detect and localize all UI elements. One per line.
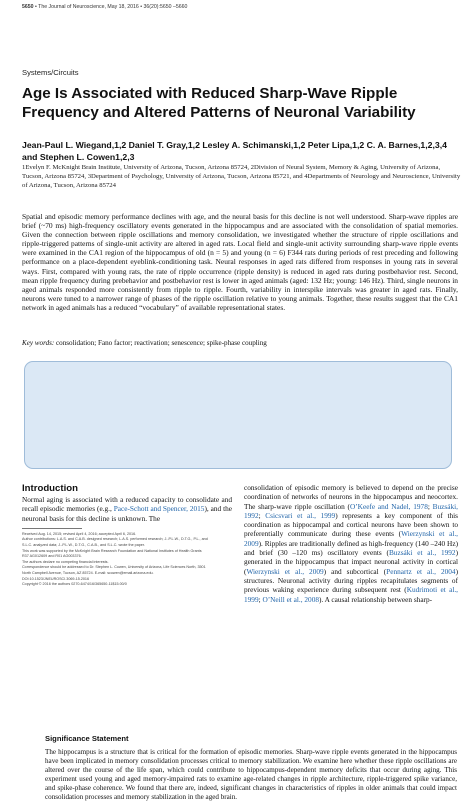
citation-link[interactable]: Buzsáki et al., 1992 bbox=[388, 548, 456, 558]
journal-volume: 36(20):5650 –5660 bbox=[143, 4, 188, 10]
section-label: Systems/Circuits bbox=[22, 68, 79, 77]
body-text-segment: ) represents a key component of this coordination as hippocampal and cortical neurons have been shown to preferentially communicate during these events ( bbox=[244, 510, 458, 539]
citation-link[interactable]: Wierzynski et al., 2009 bbox=[244, 529, 459, 548]
footnote-line: Author contributions: L.A.S. and C.A.B. designed research; L.A.S. performed research; J.-P.L.W., D.T.G., P.L., and bbox=[22, 537, 208, 542]
article-title: Age Is Associated with Reduced Sharp-Wave Ripple Frequency and Altered Patterns of Neuronal Variability bbox=[22, 85, 416, 121]
body-text-segment: consolidation of episodic memory is believed to depend on the precise coordination of networks of neurons in the hippocampus and neocortex. The sharp-wave ripple oscillation ( bbox=[244, 483, 458, 511]
article-footnotes bbox=[22, 532, 232, 588]
footnote-line: S.L.C. analyzed data; J.-P.L.W., D.T.G., C.A.B., and S.L.C. wrote the paper. bbox=[22, 543, 145, 548]
body-text-segment: ). A causal relationship between sharp- bbox=[319, 594, 433, 604]
citation-link[interactable]: Pace-Schott and Spencer, 2015 bbox=[113, 504, 205, 514]
intro-text-end: ), and the neuronal basis for this decline is unknown. The bbox=[22, 504, 232, 523]
author-affiliations: 1Evelyn F. McKnight Brain Institute, University of Arizona, Tucson, Arizona 85724, 2Division of Neural System, Memory & Aging, University of Arizona, Tucson, Arizona 85724, 3Department of Psychology, University of Arizona, Tucson, Arizona 85721, and 4Departments of Neurology and Neuroscience, University of Arizona, Tucson, Arizona 85724 bbox=[22, 164, 461, 189]
body-text-segment: ) and subcortical ( bbox=[323, 566, 387, 576]
body-text-segment: ; bbox=[258, 510, 266, 520]
footnote-line: The authors declare no competing financial interests. bbox=[22, 559, 109, 564]
body-text-segment: ). Ripples are traditionally defined as high-frequency (140 –240 Hz) and brief (30 –120 ms) oscillatory events ( bbox=[244, 538, 458, 558]
body-text-segment: ; bbox=[427, 501, 433, 511]
footnote-line: Received Aug. 14, 2015; revised April 4, 2016; accepted April 6, 2016. bbox=[22, 531, 137, 536]
introduction-paragraph bbox=[22, 495, 232, 523]
footnote-line: North Campbell Avenue, Tucson, AZ 85724. E-mail: scowen@email.arizona.edu. bbox=[22, 571, 154, 576]
citation-link[interactable]: Csicsvari et al., 1999 bbox=[265, 510, 336, 520]
significance-title: Significance Statement bbox=[45, 734, 129, 743]
significance-text: The hippocampus is a structure that is critical for the formation of episodic memories. Sharp-wave ripple events generated in the hippocampus have been implicated in memory consolidation processes critical to memory stabilization. We examine here whether these ripple oscillations are altered over the course of the life span, which could contribute to hippocampus-dependent memory deficits that occur during aging. This experiment used young and aged memory-impaired rats to examine age-related changes in ripple architecture, ripple-triggered spike variance, and spike-phase coherence. We found that there are, indeed, significant changes in characteristics of ripples in older animals that could impact consolidation processes and memory stabilization in the aged brain. bbox=[45, 748, 457, 802]
keywords-text: consolidation; Fano factor; reactivation; senescence; spike-phase coupling bbox=[56, 339, 267, 347]
left-column bbox=[22, 483, 232, 588]
body-text-segment: ) generated in the hippocampus that impact neuronal activity in cortical ( bbox=[244, 548, 459, 576]
citation-link[interactable]: Pennartz et al., 2004 bbox=[386, 566, 456, 576]
citation-link[interactable]: Kudrimoti et al., 1999 bbox=[244, 585, 458, 604]
journal-name: The Journal of Neuroscience, May 18, 2016 bbox=[38, 4, 139, 10]
page-number: 5650 bbox=[22, 4, 34, 10]
introduction-heading: Introduction bbox=[22, 483, 78, 494]
footnote-line: Correspondence should be addressed to Dr. Stephen L. Cowen, University of Arizona, Life Sciences North, 3501 bbox=[22, 565, 206, 570]
citation-link[interactable]: O’Neill et al., 2008 bbox=[262, 594, 319, 604]
citation-link[interactable]: Wierzynski et al., 2009 bbox=[246, 566, 324, 576]
abstract: Spatial and episodic memory performance declines with age, and the neural basis for this decline is not well understood. Sharp-wave ripples are brief (~70 ms) high-frequency oscillatory events generated in the hippocampus and are associated with the consolidation of spatial memories. Given the connection between ripple oscillations and memory consolidation, we investigated whether the structure of ripple oscillations and ripple-triggered patterns of single-unit activity are altered in aged rats. Local field and single-unit activity surrounding sharp-wave ripple events were examined in the CA1 region of the hippocampus of old (n = 5) and young (n = 6) F344 rats during periods of rest preceding and following performance on a place-dependent eyeblink-conditioning task. Neural responses in aged rats differed from responses in young rats in several ways. First, compared with young rats, the rate of ripple occurrence (ripple density) is reduced in aged rats during postbehavior rest. Second, mean ripple frequency during prebehavior and postbehavior rest is lower in aged animals (aged: 132 Hz; young: 146 Hz). Third, single neurons in aged animals responded more consistently from ripple to ripple. Fourth, variability in interspike intervals was greater in aged rats. Finally, neurons were tuned to a narrower range of phases of the ripple oscillation relative to young animals. Together, these results suggest that the CA1 network in aged animals has a reduced “vocabulary” of available representational states. bbox=[22, 212, 458, 312]
body-text-segment: ; bbox=[258, 594, 263, 604]
intro-text-start: Normal aging is associated with a reduced capacity to consolidate and recall episodic memories (e.g., bbox=[22, 495, 232, 514]
keywords-label: Key words: bbox=[22, 339, 55, 347]
footnote-divider bbox=[22, 528, 82, 529]
right-column-paragraph bbox=[244, 483, 458, 604]
footnote-line: Copyright © 2016 the authors 0270-6474/16/365650-11$15.00/0 bbox=[22, 582, 127, 587]
footnote-line: DOI:10.1523/JNEUROSCI.3069-15.2016 bbox=[22, 576, 90, 581]
citation-link[interactable]: O’Keefe and Nadel, 1978 bbox=[349, 501, 428, 511]
footnote-line: R37 AG012609 and R01 AG003376. bbox=[22, 554, 82, 559]
citation-link[interactable]: Buzsáki, 1992 bbox=[244, 501, 459, 520]
keywords bbox=[22, 339, 458, 348]
footnote-line: This work was supported by the McKnight Brain Research Foundation and National Institutes of Health Grants bbox=[22, 548, 202, 553]
running-head: 5650 • The Journal of Neuroscience, May 18, 2016 • 36(20):5650 –5660 bbox=[22, 4, 188, 10]
right-column bbox=[244, 483, 458, 604]
author-list: Jean-Paul L. Wiegand,1,2 Daniel T. Gray,1,2 Lesley A. Schimanski,1,2 Peter Lipa,1,2 C. A. Barnes,1,2,3,4 and Stephen L. Cowen1,2,3 bbox=[22, 140, 447, 162]
body-text-segment: ) structures. Neuronal activity during ripples recapitulates segments of previous waking experience during subsequent rest ( bbox=[244, 566, 459, 595]
